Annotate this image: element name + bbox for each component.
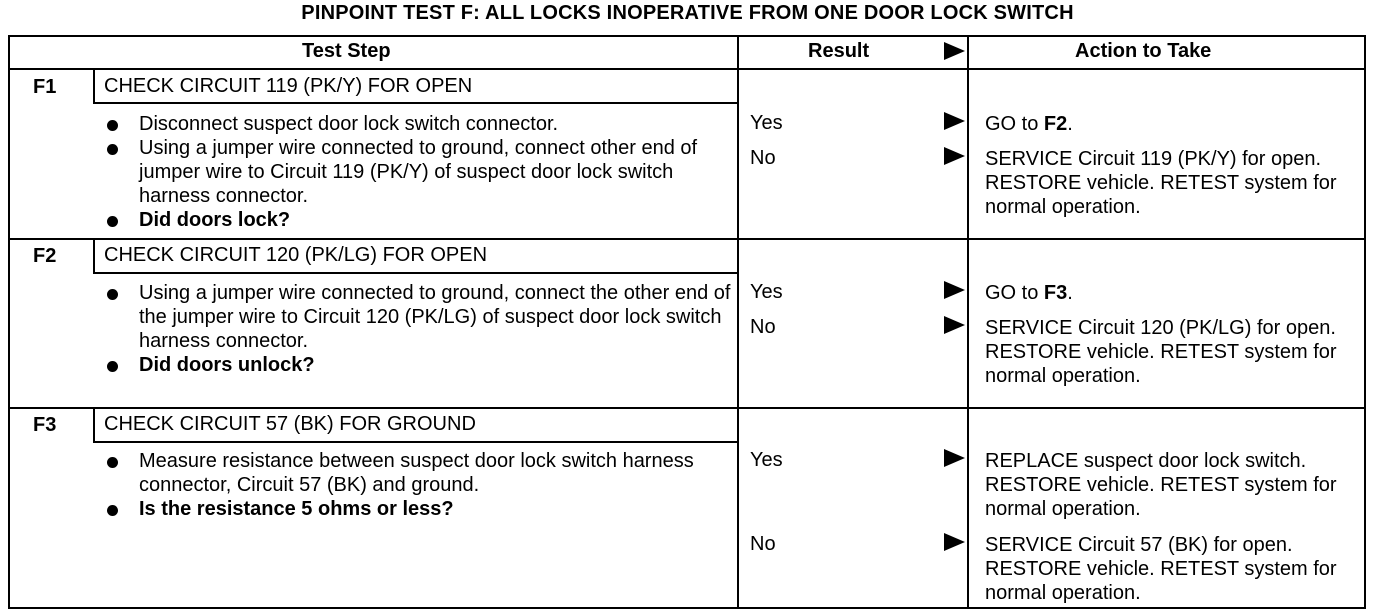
- result-yes-f3: Yes: [750, 449, 783, 471]
- action-no-f2: SERVICE Circuit 120 (PK/LG) for open. RESTORE vehicle. RETEST system for normal operation.: [985, 317, 1337, 387]
- id-divider-f2: [93, 238, 95, 274]
- action-yes-f3: REPLACE suspect door lock switch. RESTORE vehicle. RETEST system for normal operation.: [985, 450, 1337, 520]
- list-item: [102, 449, 732, 497]
- list-item: [102, 497, 732, 521]
- header-result: Result: [808, 40, 870, 62]
- arrow-icon: [944, 316, 965, 334]
- column-divider-action: [967, 35, 969, 609]
- action-yes-f2: GO to F3.: [985, 282, 1073, 304]
- table-border-left: [8, 35, 10, 609]
- test-heading-f2: CHECK CIRCUIT 120 (PK/LG) FOR OPEN: [104, 244, 488, 266]
- list-item: [102, 208, 732, 232]
- action-yes-f1: GO to F2.: [985, 113, 1073, 135]
- bullet-icon: [107, 361, 118, 372]
- test-steps-f1: [102, 112, 732, 232]
- step-text: Using a jumper wire connected to ground, connect the other end of the jumper wire to Circuit 120 (PK/LG) of suspect door lock switch harness connector.: [139, 282, 731, 352]
- row-divider-f2: [8, 238, 1366, 240]
- test-id-f3: F3: [33, 414, 57, 436]
- list-item: [102, 353, 732, 377]
- test-steps-f3: [102, 449, 732, 521]
- arrow-icon: [944, 112, 965, 130]
- test-heading-f1: CHECK CIRCUIT 119 (PK/Y) FOR OPEN: [104, 75, 473, 97]
- header-divider: [8, 68, 1366, 70]
- action-no-f1: SERVICE Circuit 119 (PK/Y) for open. RESTORE vehicle. RETEST system for normal operation.: [985, 148, 1337, 218]
- step-text: Measure resistance between suspect door lock switch harness connector, Circuit 57 (BK) and ground.: [139, 450, 694, 496]
- arrow-icon: [944, 449, 965, 467]
- result-yes-f1: Yes: [750, 112, 783, 134]
- arrow-icon: [944, 147, 965, 165]
- test-steps-f2: [102, 281, 732, 377]
- page-title: PINPOINT TEST F: ALL LOCKS INOPERATIVE FROM ONE DOOR LOCK SWITCH: [301, 2, 1074, 24]
- result-yes-f2: Yes: [750, 281, 783, 303]
- bullet-icon: [107, 144, 118, 155]
- arrow-icon: [944, 281, 965, 299]
- step-text: Disconnect suspect door lock switch connector.: [139, 113, 559, 135]
- test-id-f2: F2: [33, 245, 57, 267]
- list-item: [102, 136, 732, 208]
- arrow-icon: [944, 42, 965, 60]
- header-action: Action to Take: [1075, 40, 1212, 62]
- result-no-f3: No: [750, 533, 776, 555]
- test-heading-f3: CHECK CIRCUIT 57 (BK) FOR GROUND: [104, 413, 476, 435]
- table-border-top: [8, 35, 1366, 37]
- list-item: [102, 112, 732, 136]
- heading-underline-f2: [93, 272, 739, 274]
- result-no-f1: No: [750, 147, 776, 169]
- bullet-icon: [107, 505, 118, 516]
- list-item: [102, 281, 732, 353]
- heading-underline-f1: [93, 102, 739, 104]
- header-test-step: Test Step: [302, 40, 391, 62]
- arrow-icon: [944, 533, 965, 551]
- step-text: Using a jumper wire connected to ground, connect other end of jumper wire to Circuit 119 (PK/Y) of suspect door lock switch harness connector.: [139, 137, 698, 207]
- bullet-icon: [107, 457, 118, 468]
- column-divider-result: [737, 35, 739, 609]
- step-question: Did doors unlock?: [139, 354, 315, 376]
- table-border-bottom: [8, 607, 1366, 609]
- step-question: Is the resistance 5 ohms or less?: [139, 498, 454, 520]
- action-no-f3: SERVICE Circuit 57 (BK) for open. RESTORE vehicle. RETEST system for normal operation.: [985, 534, 1337, 604]
- result-no-f2: No: [750, 316, 776, 338]
- row-divider-f3: [8, 407, 1366, 409]
- step-question: Did doors lock?: [139, 209, 291, 231]
- bullet-icon: [107, 289, 118, 300]
- id-divider-f3: [93, 407, 95, 443]
- test-id-f1: F1: [33, 76, 57, 98]
- heading-underline-f3: [93, 441, 739, 443]
- bullet-icon: [107, 120, 118, 131]
- bullet-icon: [107, 216, 118, 227]
- id-divider-f1: [93, 68, 95, 104]
